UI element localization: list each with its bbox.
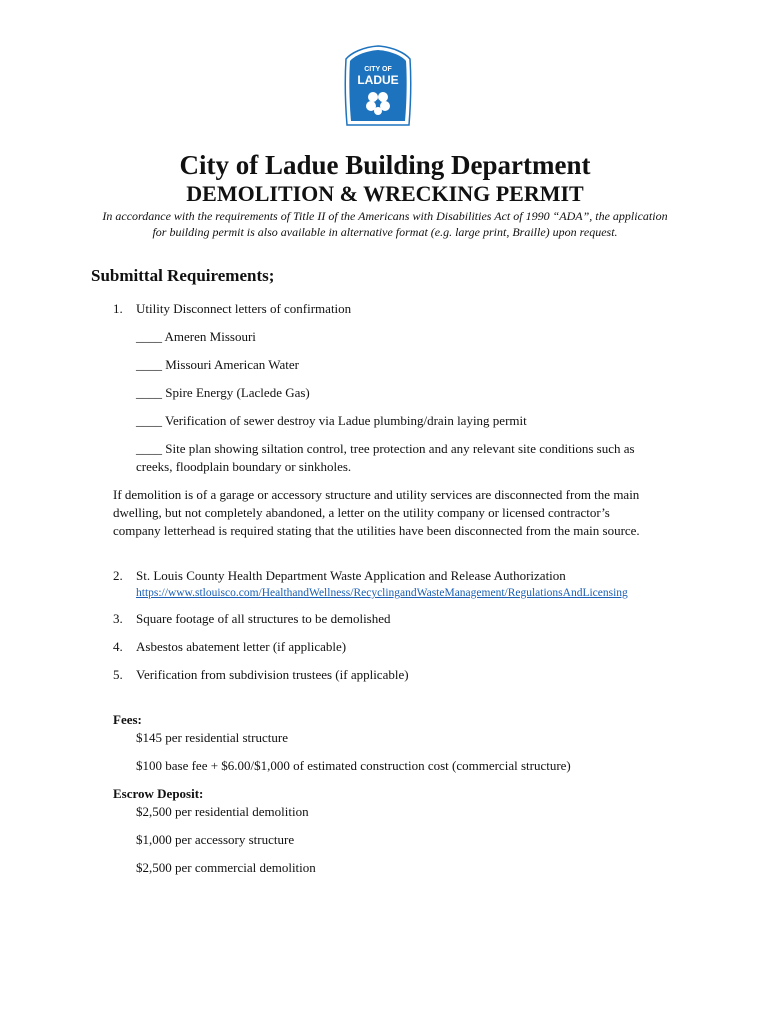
- permit-title: DEMOLITION & WRECKING PERMIT: [186, 181, 584, 206]
- ada-notice-line: for building permit is also available in alternative format (e.g. large print, Braille) upon request.: [152, 225, 618, 239]
- item-subdivision-trustees: Verification from subdivision trustees (if applicable): [136, 667, 409, 682]
- accessory-paragraph-line: company letterhead is required stating that the utilities have been disconnected from the main source.: [113, 523, 640, 538]
- ada-notice-line: In accordance with the requirements of Title II of the Americans with Disabilities Act of 1990 “ADA”, the application: [102, 209, 668, 223]
- item-number: 2.: [113, 568, 123, 583]
- accessory-paragraph-line: dwelling, but not completely abandoned, a letter on the utility company or licensed contractor’s: [113, 505, 610, 520]
- check-site-plan-cont: creeks, floodplain boundary or sinkholes.: [136, 459, 352, 474]
- check-missouri-american-water: ____ Missouri American Water: [136, 357, 299, 372]
- ada-notice: [60, 208, 710, 240]
- escrow-residential: $2,500 per residential demolition: [136, 804, 309, 819]
- item-asbestos-letter: Asbestos abatement letter (if applicable): [136, 639, 347, 654]
- item-number: 4.: [113, 639, 123, 654]
- city-of-ladue-logo: [343, 45, 413, 129]
- health-department-link[interactable]: https://www.stlouisco.com/HealthandWellness/RecyclingandWasteManagement/RegulationsAndLicensing: [136, 587, 628, 599]
- escrow-accessory: $1,000 per accessory structure: [136, 832, 295, 847]
- logo-line1: CITY OF: [364, 66, 392, 73]
- submittal-requirements-heading: Submittal Requirements;: [91, 266, 275, 285]
- escrow-heading: Escrow Deposit:: [113, 786, 204, 801]
- item-square-footage: Square footage of all structures to be demolished: [136, 611, 391, 626]
- fee-commercial: $100 base fee + $6.00/$1,000 of estimated construction cost (commercial structure): [136, 758, 571, 773]
- check-sewer-verification: ____ Verification of sewer destroy via Ladue plumbing/drain laying permit: [136, 413, 527, 428]
- check-site-plan: ____ Site plan showing siltation control, tree protection and any relevant site conditions such as: [136, 441, 635, 456]
- item-utility-disconnect: Utility Disconnect letters of confirmation: [136, 301, 352, 316]
- item-number: 5.: [113, 667, 123, 682]
- page-title: City of Ladue Building Department: [179, 150, 591, 180]
- escrow-commercial: $2,500 per commercial demolition: [136, 860, 316, 875]
- fee-residential: $145 per residential structure: [136, 730, 288, 745]
- fees-heading: Fees:: [113, 712, 142, 727]
- check-ameren: ____ Ameren Missouri: [136, 329, 256, 344]
- item-number: 1.: [113, 301, 123, 316]
- logo-line2: LADUE: [357, 73, 399, 87]
- check-spire-energy: ____ Spire Energy (Laclede Gas): [136, 385, 310, 400]
- accessory-paragraph-line: If demolition is of a garage or accessory structure and utility services are disconnected from the main: [113, 487, 640, 502]
- item-number: 3.: [113, 611, 123, 626]
- item-health-department: St. Louis County Health Department Waste Application and Release Authorization: [136, 568, 566, 583]
